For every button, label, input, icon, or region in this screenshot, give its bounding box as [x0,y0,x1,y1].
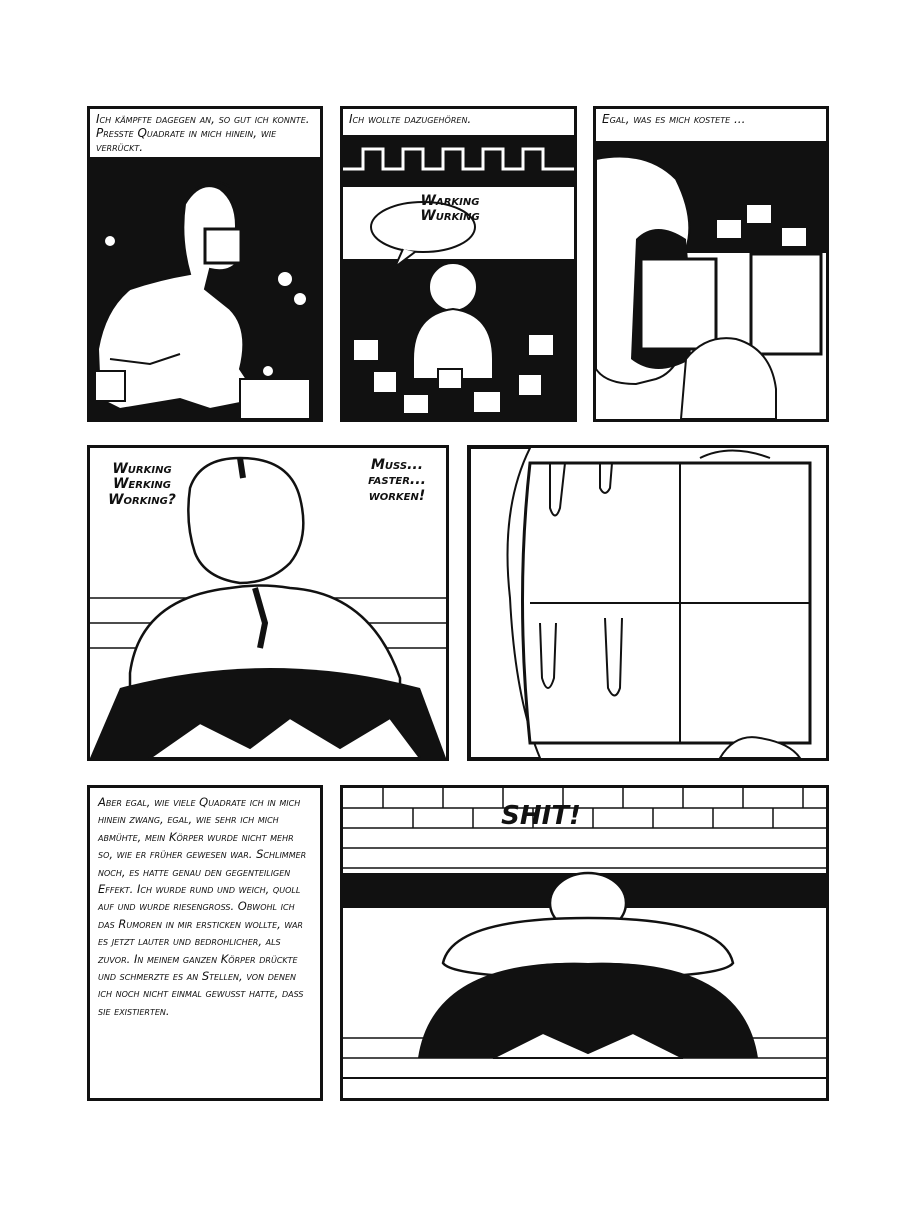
panel-3-art [596,109,826,419]
caption-panel-2: Ich wollte dazugehören. [343,109,574,137]
panel-5 [467,445,829,761]
caption-box-panel-6: Aber egal, wie viele Quadrate ich in mich hinein zwang, egal, wie sehr ich mich abmühte, mein Körper wurde nicht mehr so, wie er früher gewesen war. Schlimmer noch, es hatte genau den gegenteiligen Effekt. Ich wurde rund und weich, quoll auf und wurde riesengross. Obwohl ich das Rumoren in mir ersticken wollte, war es jetzt lauter und bedrohlicher, als zuvor. In meinem ganzen Körper drückte und schmerzte es an Stellen, von denen ich noch nicht einmal gewusst hatte, dass sie existierten. [87,785,323,1101]
caption-panel-1: Ich kämpfte dagegen an, so gut ich konnte. Presste Quadrate in mich hinein, wie verrückt. [90,109,320,157]
speech-bubble-panel-2: Warking Wurking [420,193,480,225]
panel-4 [87,445,449,761]
panel-2-art [343,109,574,419]
panel-7 [340,785,829,1101]
speech-bubble-right-panel-4: Muss... faster... worken! [368,457,426,504]
caption-panel-3: Egal, was es mich kostete ... [596,109,826,143]
panel-3 [593,106,829,422]
panel-2 [340,106,577,422]
speech-bubble-left-panel-4: Wurking Werking Working? [108,461,176,508]
speech-bubble-panel-7: SHIT! [501,801,581,831]
panel-5-art [470,448,826,758]
panel-7-art [343,788,826,1098]
panel-1 [87,106,323,422]
